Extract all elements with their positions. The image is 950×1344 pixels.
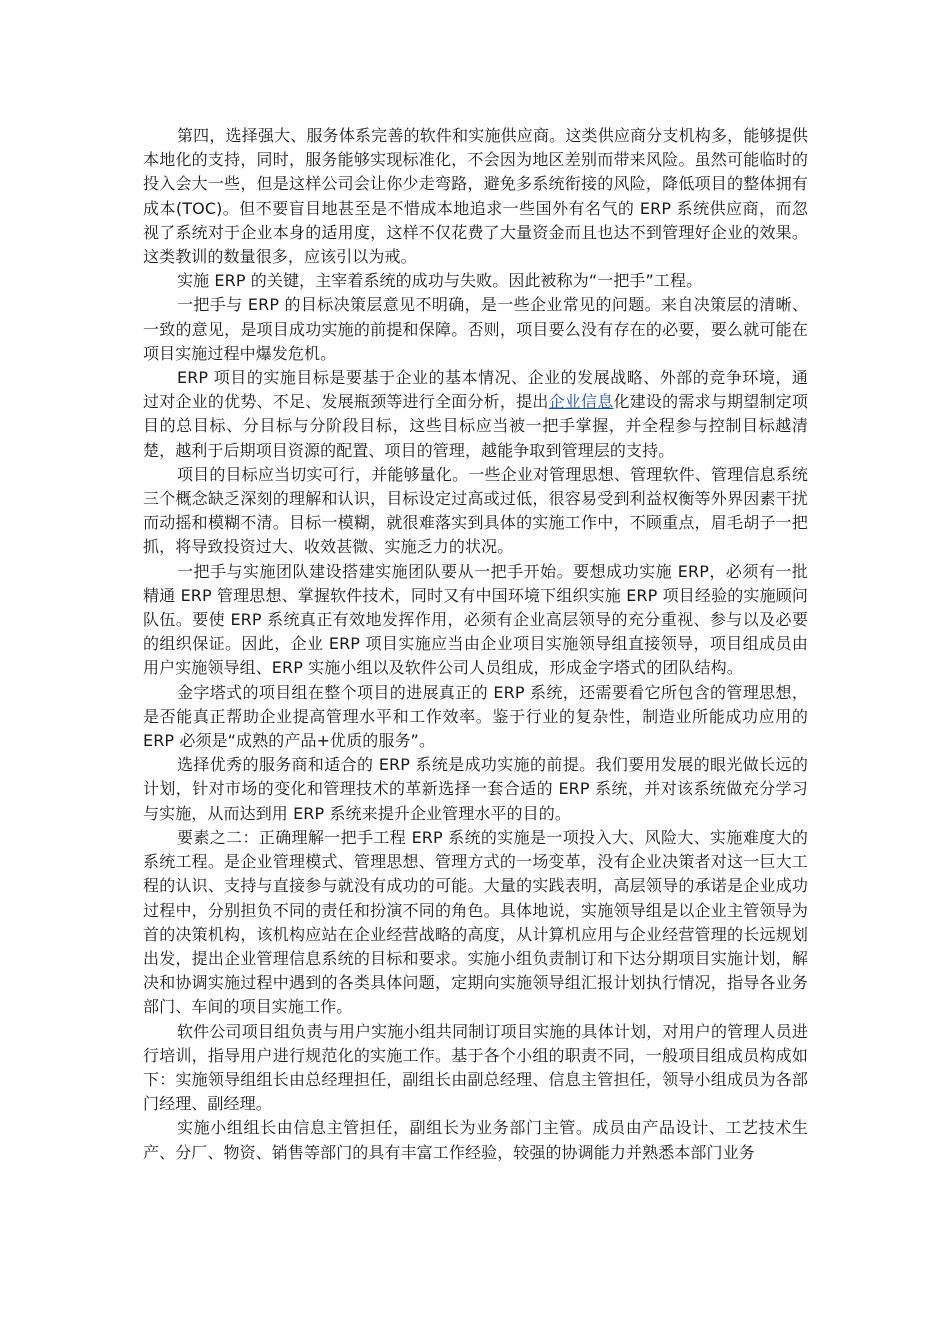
paragraph-erp-key: 实施 ERP 的关键，主宰着系统的成功与失败。因此被称为“一把手”工程。	[177, 271, 703, 291]
enterprise-info-link[interactable]: 企业信息	[548, 392, 614, 412]
paragraph-vendor-choice: 选择优秀的服务商和适合的 ERP 系统是成功实施的前提。我们要用发展的眼光做长远的计划，针对市场的变化和管理技术的革新选择一套合适的 ERP 系统，并对该系统做充分学习与实施，从而达到用 ERP 系统来提升企业管理水平的目的。	[143, 755, 808, 823]
paragraph-software-team: 软件公司项目组负责与用户实施小组共同制订项目实施的具体计划，对用户的管理人员进行培训，指导用户进行规范化的实施工作。基于各个小组的职责不同，一般项目组成员构成如下：实施领导组组长由总经理担任，副组长由副总经理、信息主管担任，领导小组成员为各部门经理、副经理。	[143, 1021, 808, 1114]
paragraph-text-after-link: 化建设的需求与期望制定项目的总目标、分目标与分阶段目标，这些目标应当被一把手掌握，并全程参与控制目标越清楚，越利于后期项目资源的配置、项目的管理，越能争取到管理层的支持。	[143, 392, 808, 460]
paragraph-element-two: 要素之二：正确理解一把手工程 ERP 系统的实施是一项投入大、风险大、实施难度大的系统工程。是企业管理模式、管理思想、管理方式的一场变革，没有企业决策者对这一巨大工程的认识、支持与直接参与就没有成功的可能。大量的实践表明，高层领导的承诺是企业成功过程中，分别担负不同的责任和扮演不同的角色。具体地说，实施领导组是以企业主管领导为首的决策机构，该机构应站在企业经营战略的高度，从计算机应用与企业经营管理的长远规划出发，提出企业管理信息系统的目标和要求。实施小组负责制订和下达分期项目实施计划，解决和协调实施过程中遇到的各类具体问题，定期向实施领导组汇报计划执行情况，指导各业务部门、车间的项目实施工作。	[143, 827, 808, 1017]
paragraph-goal-quantify: 项目的目标应当切实可行，并能够量化。一些企业对管理思想、管理软件、管理信息系统三个概念缺乏深刻的理解和认识，目标设定过高或过低，很容易受到利益权衡等外界因素干扰而动摇和模糊不清。目标一模糊，就很难落实到具体的实施工作中，不顾重点，眉毛胡子一把抓，将导致投资过大、收效甚微、实施乏力的状况。	[143, 464, 808, 557]
document-page	[143, 124, 808, 1165]
paragraph-text-before-link: ERP 项目的实施目标是要基于企业的基本情况、企业的发展战略、外部的竞争环境，通过对企业的优势、不足、发展瓶颈等进行全面分析，提出	[143, 368, 808, 412]
paragraph-team-building: 一把手与实施团队建设搭建实施团队要从一把手开始。要想成功实施 ERP，必须有一批精通 ERP 管理思想、掌握软件技术，同时又有中国环境下组织实施 ERP 项目经验的实施顾问队伍。要使 ERP 系统真正有效地发挥作用，必须有企业高层领导的充分重视、参与以及必要的组织保证。因此，企业 ERP 项目实施应当由企业项目实施领导组直接领导，项目组成员由用户实施领导组、ERP 实施小组以及软件公司人员组成，形成金字塔式的团队结构。	[143, 561, 808, 678]
paragraph-pyramid-team: 金字塔式的项目组在整个项目的进展真正的 ERP 系统，还需要看它所包含的管理思想，是否能真正帮助企业提高管理水平和工作效率。鉴于行业的复杂性，制造业所能成功应用的 ERP 必须是“成熟的产品+优质的服务”。	[143, 682, 808, 751]
paragraph-decision-layer: 一把手与 ERP 的目标决策层意见不明确，是一些企业常见的问题。来自决策层的清晰、一致的意见，是项目成功实施的前提和保障。否则，项目要么没有存在的必要，要么就可能在项目实施过程中爆发危机。	[143, 295, 808, 363]
paragraph-project-goals	[143, 366, 808, 463]
paragraph-supplier-selection: 第四，选择强大、服务体系完善的软件和实施供应商。这类供应商分支机构多，能够提供本地化的支持，同时，服务能够实现标准化，不会因为地区差别而带来风险。虽然可能临时的投入会大一些，但是这样公司会让你少走弯路，避免多系统衔接的风险，降低项目的整体拥有成本(TOC)。但不要盲目地甚至是不惜成本地追求一些国外有名气的 ERP 系统供应商，而忽视了系统对于企业本身的适用度，这样不仅花费了大量资金而且也达不到管理好企业的效果。这类教训的数量很多，应该引以为戒。	[143, 126, 808, 267]
paragraph-implementation-group: 实施小组组长由信息主管担任，副组长为业务部门主管。成员由产品设计、工艺技术生产、分厂、物资、销售等部门的具有丰富工作经验，较强的协调能力并熟悉本部门业务	[143, 1118, 808, 1162]
